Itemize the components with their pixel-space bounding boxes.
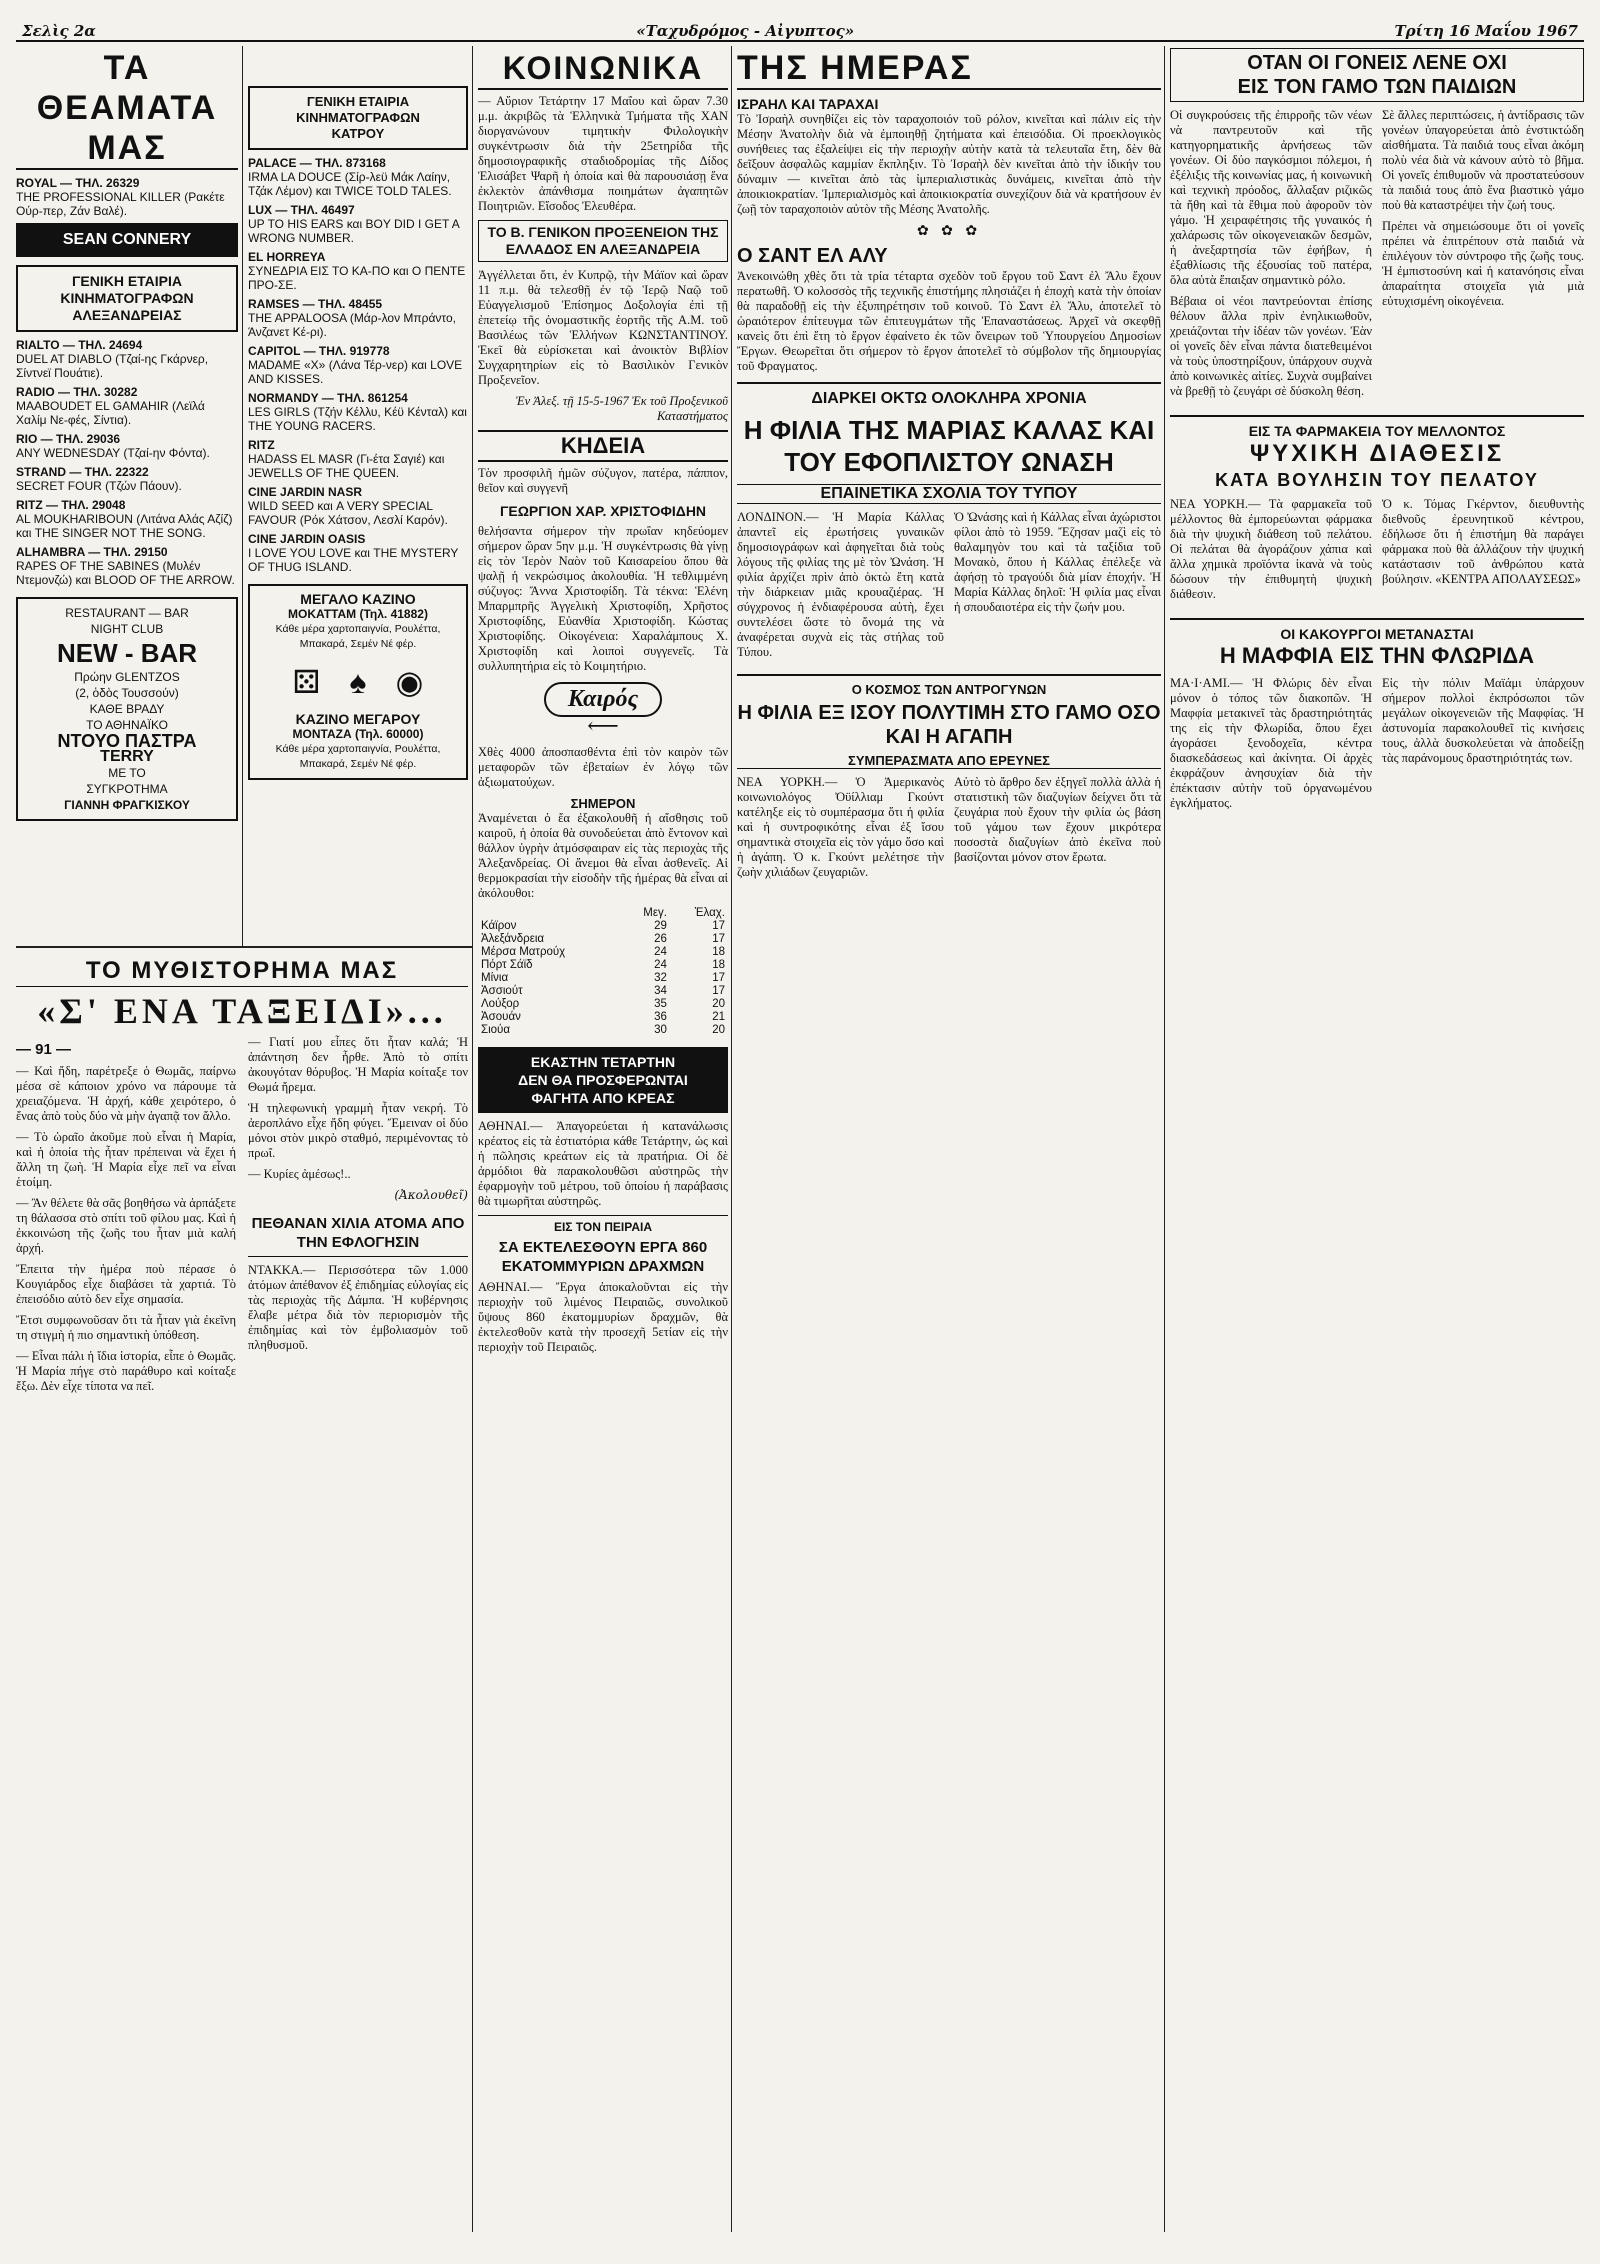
kicker: ΔΙΑΡΚΕΙ ΟΚΤΩ ΟΛΟΚΛΗΡΑ ΧΡΟΝΙΑ — [811, 390, 1087, 407]
venue: CINE JARDIN OASIS — [248, 532, 366, 546]
listing-text: RAPES OF THE SABINES (Μυλέν Ντεμονζώ) και BLOOD OF THE ARROW. — [16, 559, 235, 587]
paragraph: Ὁ κ. Τόμας Γκέρντον, διευθυντὴς διεθνοῦς ἐρευνητικοῦ κέντρου, ἐδήλωσε ὅτι ἡ ἐπιστήμη θὰ παράγει φάρμακα ποὺ θὰ ἀλλάζουν τὴν ψυχική κατάστασιν τοῦ ἀνθρώπου κατὰ βούλησιν. «ΚΕΝΤΡΑ ΑΠΟΛΑΥΣΕΩΣ» — [1382, 497, 1584, 586]
ad-line: (2, ὁδὸς Τουσσούν) — [75, 686, 179, 700]
ad-line: ΓΙΑΝΝΗ ΦΡΑΓΚΙΣΚΟΥ — [64, 798, 190, 812]
ad-line: ΜΟΚΑΤΤΑΜ (Τηλ. 41882) — [288, 607, 428, 621]
kicker: Ο ΚΟΣΜΟΣ ΤΩΝ ΑΝΤΡΟΓΥΝΩΝ — [851, 682, 1047, 697]
section-title: ΤΗΣ ΗΜΕΡΑΣ — [737, 48, 1161, 90]
listing — [16, 338, 238, 380]
column-divider — [731, 46, 732, 2232]
paragraph: — Κυρίες ἀμέσως!.. — [248, 1167, 351, 1181]
article-columns — [1170, 108, 1584, 405]
table-row — [478, 972, 728, 985]
paragraph: Ἀγγέλλεται ὅτι, ἐν Κυπρῷ, τὴν Μάϊον καὶ ὥραν 11 π.μ. θὰ τελεσθῇ ἐν τῷ Ἱερῷ Ναῷ τοῦ Εὐαγγελισμοῦ Ἐπίσημος Δοξολογία ἐπὶ τῇ ἐπετείῳ τῆς ὀνομαστικῆς ἑορτῆς τῆς Α.Μ. τοῦ Βασιλέως τῶν Ἑλλήνων ΚΩΝΣΤΑΝΤΙΝΟΥ. Ἐκεῖ θὰ εὑρίσκεται καὶ ἀνοικτὸν Βιβλίον Συγχαρητηρίων εἰς τὸ Βασιλικὸν Γενικὸν Προξενεῖον. — [478, 268, 728, 387]
table-row — [478, 959, 728, 972]
paragraph: ΝΕΑ ΥΟΡΚΗ.— Ὁ Ἀμερικανὸς κοινωνιολόγος Ὀϋίλλιαμ Γκούντ κατέληξε εἰς τὸ συμπέρασμα ὅτι ἡ φιλία καὶ ἡ συντροφικότης εἶναι ἐξ ἴσου σημαντικὰ στοιχεῖα εἰς τὸν γάμο ὅσο καὶ ἡ ἀγάπη. Ὁ κ. Γκούντ μελέτησε τὴν ζωὴν χιλιάδων ζευγαριῶν. — [737, 775, 944, 879]
min-temp: 17 — [712, 985, 725, 997]
ad-line: TERRY — [100, 748, 154, 765]
venue: RITZ — ΤΗΛ. 29048 — [16, 498, 126, 512]
paragraph: — Ἂν θέλετε θὰ σᾶς βοηθήσω νὰ ἀρπάξετε τη θάλασσα στὸ σπίτι τοῦ φίλου μας. Καὶ ἡ ἐκκοινώση τῆς ζωῆς του ἦταν μιὰ καλή ἀρχή. — [16, 1196, 236, 1255]
paragraph: Οἱ συγκρούσεις τῆς ἐπιρροῆς τῶν νέων νὰ παντρευτοῦν καὶ τῆς κατηγορηματικῆς ἀρνήσεως τῶν γονέων. Οἱ δύο παγκόσμιοι πόλεμοι, ἡ ἐξέλιξις τῆς κοινωνίας μας, ἡ κοινωνικὴ καὶ τεχνικὴ πρόοδος, ἄλλαξαν ριζικῶς τὰ ἤθη καὶ τὰ ἔθιμα ποὺ ἀφοροῦν τὸν γάμο. Ἡ χειραφέτησις τῆς γυναικός ἡ χαλάρωσις τῶν οἰκογενειακῶν δεσμῶν, ἡ ἀνεξαρτησία τῶν ἐφήβων, ἡ ἐξαθλίωσις τῆς ἐξουσίας τοῦ πατέρα, ὅλα αὐτὰ ἔπαιξαν σημαντικὸ ρόλο. — [1170, 108, 1372, 287]
casino-illustration — [278, 660, 438, 704]
box-line: ΓΕΝΙΚΗ ΕΤΑΙΡΙΑ — [306, 94, 410, 109]
paragraph: θελήσαντα σήμερον τὴν πρωΐαν κηδεύομεν σήμερον ὥραν 5ην μ.μ. Ἡ συγκέντρωσις θὰ γίνῃ εἰς τὸν Ἱερὸν Ναὸν τοῦ Καισαρείου ὅπου θὰ ψαλῇ ἡ νεκρώσιμος ἀκολουθία. Ἡ τεθλιμμένη σύζυγος: Ἄννα Χριστοφίδη. Τὰ τέκνα: Ἑλένη Μπαρμπρῆς Ἀγγελικὴ Χριστοφίδη, Χρῆστος Χριστοφίδης, Εὐανθία Χριστοφίδη. Κώστας Χριστοφίδης. Οἰκογένεια: Χαραλάμπους Χ. Χριστοφίδη καὶ λοιποὶ συγγενεῖς. Τὰ συλλυπητήρια εἰς τὸ Κοιμητήριο. — [478, 524, 728, 673]
subheading: ΕΙΣ ΤΟΝ ΠΕΙΡΑΙΑ — [478, 1215, 728, 1234]
novel-col — [248, 1035, 468, 1400]
newspaper-page — [16, 16, 1584, 2232]
listing-text: AL MOUKHARIBOUN (Λιτάνα Αλάς Αζίζ) και THE SINGER NOT THE SONG. — [16, 512, 233, 540]
venue: RAMSES — ΤΗΛ. 48455 — [248, 297, 383, 311]
novel-subtitle: «Σ' ΕΝΑ ΤΑΞΕΙΔΙ»... — [37, 991, 447, 1031]
dice-icon: ⚄ — [292, 663, 321, 700]
max-temp: 30 — [654, 1024, 667, 1036]
film-ad-banner — [16, 223, 238, 257]
city: Ἀσσιούτ — [481, 985, 523, 997]
subheading: ΣΗΜΕΡΟΝ — [570, 796, 636, 811]
city: Μέρσα Ματρούχ — [481, 946, 566, 958]
column-divider — [242, 46, 243, 946]
meat-notice-box — [478, 1047, 728, 1113]
article-columns — [1170, 497, 1584, 608]
box-line: ΦΑΓΗΤΑ ΑΠΟ ΚΡΕΑΣ — [531, 1090, 675, 1106]
paragraph: Χθὲς 4000 ἀποσπασθέντα ἐπὶ τὸν καιρὸν τῶν μεταφορῶν τῶν ἐβεταίων ἐν λόγῳ τῶν ἀξιωματούχων. — [478, 745, 728, 789]
headline: Η ΦΙΛΙΑ ΤΗΣ ΜΑΡΙΑΣ ΚΑΛΑΣ ΚΑΙ ΤΟΥ ΕΦΟΠΛΙΣΤΟΥ ΩΝΑΣΗ — [743, 415, 1155, 477]
headline: ΣΑ ΕΚΤΕΛΕΣΘΟΥΝ ΕΡΓΑ 860 ΕΚΑΤΟΜΜΥΡΙΩΝ ΔΡΑΧΜΩΝ — [498, 1239, 708, 1275]
table-row — [478, 946, 728, 959]
chips-icon: ◉ — [395, 663, 424, 700]
box-line: ΕΚΑΣΤΗΝ ΤΕΤΑΡΤΗΝ — [530, 1054, 676, 1070]
venue: STRAND — ΤΗΛ. 22322 — [16, 465, 149, 479]
ad-line: ΜΟΝΤΑΖΑ (Τηλ. 60000) — [292, 727, 424, 741]
issue-date: Τρίτη 16 Μαΐου 1967 — [1394, 22, 1578, 40]
venue: ALHAMBRA — ΤΗΛ. 29150 — [16, 545, 168, 559]
article-columns — [737, 775, 1161, 886]
min-temp: 17 — [712, 933, 725, 945]
ad-line: RESTAURANT — BAR — [65, 606, 189, 620]
table-row — [478, 985, 728, 998]
article-col — [1170, 108, 1372, 405]
table-row — [478, 1011, 728, 1024]
ad-headline: NEW - BAR — [56, 638, 198, 668]
headline: ΨΥΧΙΚΗ ΔΙΑΘΕΣΙΣ — [1249, 440, 1505, 467]
section-title: ΤΑ ΘΕΑΜΑΤΑ ΜΑΣ — [16, 48, 238, 170]
paragraph: ΑΘΗΝΑΙ.— Ἀπαγορεύεται ἡ κατανάλωσις κρέατος εἰς τὰ ἐστιατόρια κάθε Τετάρτην, ὡς καὶ ἡ πῶλησις κρεάτων εἰς τὰ πρατήρια. Οἱ δὲ ἀρμόδιοι θὰ παρακολουθῶσι αὐστηρῶς τὴν ἐφαρμογὴν τοῦ μέτρου, τοῦ ὁποίου ἡ παράβασις θὰ τιμωρῆται αὐστηρῶς. — [478, 1119, 728, 1208]
paragraph: ΝΕΑ ΥΟΡΚΗ.— Τὰ φαρμακεῖα τοῦ μέλλοντος θὰ ἐμπορεύωνται φάρμακα διὰ τὴν ψυχικὴ διάθεση τοῦ πελάτου. Οἱ πελάται θὰ ἀγοράζουν χάπια καὶ ἄλλα χημικὰ προϊόντα ἱκανὰ νὰ τοὺς δώσουν τὴν ἐπιθυμητὴ ψυχικὴ διάθεσιν. — [1170, 497, 1372, 601]
today-column — [737, 48, 1161, 2232]
callas-article — [737, 382, 1161, 666]
pharmacy-article — [1170, 415, 1584, 608]
temperature-table — [478, 907, 728, 1037]
katrou-box — [248, 86, 468, 150]
ad-line: Κάθε μέρα χαρτοπαιγνία, Ρουλέττα, Μπακαρά, Σεμέν Νέ φέρ. — [275, 743, 441, 770]
table-header: Μεγ. — [643, 907, 667, 919]
max-temp: 34 — [654, 985, 667, 997]
paragraph: — Γιατί μου εἶπες ὅτι ἦταν καλά; Ἡ ἀπάντηση δεν ἦρθε. Ἀπὸ τὸ σπίτι ἀκουγόταν θόρυβος. Ἡ Μαρία κοίταξε τον Θωμά ἤρεμα. — [248, 1035, 468, 1094]
listing-text: ANY WEDNESDAY (Τζαί-ην Φόντα). — [16, 446, 210, 460]
table-header: Ἐλαχ. — [694, 907, 725, 919]
cinema-column-2 — [248, 86, 468, 944]
headline: Ο ΣΑΝΤ ΕΛ ΑΛΥ — [737, 245, 888, 267]
mafia-article — [1170, 618, 1584, 817]
listing — [248, 297, 468, 339]
box-line: ΚΙΝΗΜΑΤΟΓΡΑΦΩΝ — [296, 110, 420, 125]
listing — [248, 438, 468, 480]
city: Λούξορ — [481, 998, 520, 1010]
table-row — [478, 998, 728, 1011]
min-temp: 17 — [712, 972, 725, 984]
max-temp: 35 — [654, 998, 667, 1010]
table-row — [478, 933, 728, 946]
table-row — [478, 920, 728, 933]
venue: RADIO — ΤΗΛ. 30282 — [16, 385, 138, 399]
ad-line: Κάθε μέρα χαρτοπαιγνία, Ρουλέττα, Μπακαρά, Σεμέν Νέ φέρ. — [275, 623, 441, 650]
subheading: ΕΠΑΙΝΕΤΙΚΑ ΣΧΟΛΙΑ ΤΟΥ ΤΥΠΟΥ — [737, 484, 1161, 504]
city: Κάϊρον — [481, 920, 517, 932]
min-temp: 17 — [712, 920, 725, 932]
headline: ΚΑΤΑ ΒΟΥΛΗΣΙΝ ΤΟΥ ΠΕΛΑΤΟΥ — [1215, 470, 1539, 490]
novel-columns — [16, 1035, 468, 1400]
listing — [16, 432, 238, 460]
kicker: ΕΙΣ ΤΑ ΦΑΡΜΑΚΕΙΑ ΤΟΥ ΜΕΛΛΟΝΤΟΣ — [1248, 423, 1506, 439]
paragraph: Πρέπει νὰ σημειώσουμε ὅτι οἱ γονεῖς πρέπει νὰ ἐπιτρέπουν στὰ παιδιά νὰ ἐπιλέγουν τὸν σύντροφο τῆς ζωῆς τους. Ἡ ἐμπιστοσύνη καὶ ἡ κατανόησις εἶναι ἀπαραίτητα στοιχεῖα γιὰ μιὰ εὐτυχισμένη οἰκογένεια. — [1382, 219, 1584, 308]
paragraph: Σὲ ἄλλες περιπτώσεις, ἡ ἀντίδρασις τῶν γονέων ὑπαγορεύεται ἀπὸ ἐνστικτώδη αἰσθήματα. Τὰ παιδιά τους εἶναι ἀκόμη πολὺ νέα διὰ νὰ κάνουν αὐτὸ τὸ βῆμα. Οἱ γονεῖς ἐπιθυμοῦν νὰ προστατεύσουν τὰ παιδιά τους ἀπὸ ἕνα βιαστικὸ γάμο ποὺ θὰ καταστρέψει τὴν ζωή τους. — [1382, 108, 1584, 212]
column-divider — [472, 46, 473, 2232]
listing-text: I LOVE YOU LOVE και THE MYSTERY OF THUG ISLAND. — [248, 546, 459, 574]
max-temp: 24 — [654, 946, 667, 958]
paragraph: Ἔπειτα τὴν ἡμέρα ποὺ πέρασε ὁ Κουγιάρδος εἶχε διαβάσει τὰ χαρτιά. Τὸ ἐπεισόδιο αὐτὸ δεν εἶχε σημασία. — [16, 1262, 236, 1306]
venue: NORMANDY — ΤΗΛ. 861254 — [248, 391, 408, 405]
listing — [248, 250, 468, 292]
listing — [16, 498, 238, 540]
listing — [248, 344, 468, 386]
star-name: SEAN CONNERY — [62, 231, 192, 248]
article-columns — [1170, 676, 1584, 817]
page-label: Σελὶς 2α — [22, 22, 96, 40]
paragraph: ΛΟΝΔΙΝΟΝ.— Ἡ Μαρία Κάλλας ἀπαντεῖ εἰς ἐρωτήσεις γυναικῶν δημοσιογράφων καὶ ἀφηγεῖται διὰ τοὺς λόγους τῆς φιλίας της μὲ τὸν Ὠνάση. Ἡ φιλία ἀρχίζει πρὶν ἀπὸ ὀκτὼ ἔτη κατὰ τὴν διάρκειαν μιᾶς κρουαζιέρας. Ἡ σύγχρονος ἡ ἐνδιαφέρουσα αὐτὴ, ἔχει συντελέσει ὥστε τὸ ὄνομά της νὰ ἀναφέρεται συχνὰ εἰς τὰς στήλας τοῦ Τύπου. — [737, 510, 944, 659]
headline: ΙΣΡΑΗΛ ΚΑΙ ΤΑΡΑΧΑΙ — [737, 96, 879, 112]
listing-text: THE APPALOOSA (Μάρ-λον Μπράντο, Άνζανετ Κέ-ρι). — [248, 311, 457, 339]
section-divider — [16, 946, 472, 948]
ad-line: Πρώην GLENTZOS — [74, 670, 180, 684]
venue: ROYAL — ΤΗΛ. 26329 — [16, 176, 140, 190]
min-temp: 18 — [712, 946, 725, 958]
listing — [16, 545, 238, 587]
city: Μίνια — [481, 972, 509, 984]
paragraph: ΝΤΑΚΚΑ.— Περισσότερα τῶν 1.000 ἀτόμων ἀπέθανον ἐξ ἐπιδημίας εὐλογίας εἰς τὰς περιοχὰς τῆς Δάμπα. Ἡ κυβέρνησις ἔλαβε μέτρα διὰ τὸν περιορισμὸν τῆς ἐπιδημίας καὶ τὸν ἐμβολιασμὸν τοῦ πληθυσμοῦ. — [248, 1263, 468, 1352]
paragraph: Ἀνεκοινώθη χθὲς ὅτι τὰ τρία τέταρτα σχεδὸν τοῦ ἔργου τοῦ Σαντ ἐλ Ἄλυ ἔχουν περατωθῆ. Ὁ κολοσσὸς τῆς τεχνικῆς ἐπιστήμης πλησιάζει ἡ ἐποχὴ κατὰ τὴν ὁποίαν θὰ παραδοθῇ εἰς τὴν ἐξυπηρέτησιν τοῦ κοινοῦ. Τὸ Σαντ ἐλ Ἄλυ, ἀποτελεῖ τὸ ὡραιότερον ἐπίτευγμα τῶν ἐπιτευγμάτων τῆς Ἐπαναστάσεως. Ἀρχεῖ νὰ σκεφθῇ κανεὶς ὅτι ἐπὶ ἔτη τὸ ἔργον ἐφαίνετο ἐκ τῶν ὄνειρων τοῦ Ὑπουργείου Δημοσίων Ἔργων. Θεωρεῖται ὅτι σήμερον τὸ ἔργον ἀποτελεῖ τὸ σύμβολον τῆς δημιουργίας τοῦ Φραγματος. — [737, 269, 1161, 373]
venue: CAPITOL — ΤΗΛ. 919778 — [248, 344, 390, 358]
box-line: ΚΑΤΡΟΥ — [331, 126, 385, 141]
venue: CINE JARDIN NASR — [248, 485, 363, 499]
table-row — [478, 1024, 728, 1037]
headline-line: ΕΙΣ ΤΟΝ ΓΑΜΟ ΤΩΝ ΠΑΙΔΙΩΝ — [1237, 76, 1517, 98]
headline: Η ΜΑΦΦΙΑ ΕΙΣ ΤΗΝ ΦΛΩΡΙΔΑ — [1219, 643, 1535, 668]
section-title: ΤΟ ΜΥΘΙΣΤΟΡΗΜΑ ΜΑΣ — [16, 956, 468, 987]
novel-col — [16, 1035, 236, 1400]
paragraph: — Καὶ ἤδη, παρέτρεξε ὁ Θωμᾶς, παίρνω μέσα σὲ κάποιον χρόνο να πάρουμε τὰ χρειαζόμενα. Ἡ ἀρχή, κάθε χειρότερο, ὁ ἔνας ἀπὸ τοὺς δύο νὰ μὴν ἀγαπᾷ τον ἄλλο. — [16, 1064, 236, 1123]
signature: Ἐν Ἀλεξ. τῇ 15-5-1967 Ἐκ τοῦ Προξενικοῦ Καταστήματος — [515, 394, 728, 423]
paragraph: Αὐτὸ τὸ ἄρθρο δεν ἐξηγεῖ πολλὰ ἀλλὰ ἡ στατιστικὴ τῶν διαζυγίων δείχνει ὅτι τὰ ζευγάρια ποὺ ἔχουν τὴν φιλία ὡς βάση τοῦ γάμου των ἔχουν μικρότερα ποσοστὰ διαζυγίων ἀπὸ ἐκεῖνα ποὺ βασίζονται μόνον στον ἔρωτα. — [954, 775, 1161, 864]
listing-text: MAABOUDET EL GAMAHIR (Λεϊλά Χαλίμ Νε-φές, Σίντια). — [16, 399, 205, 427]
paragraph: — Αὔριον Τετάρτην 17 Μαΐου καὶ ὥραν 7.30 μ.μ. ἀκριβῶς τὰ Ἑλληνικὰ Τμήματα τῆς ΧΑΝ διοργανώνουν τιμητικὴν Φιλολογικὴν συγκέντρωσιν διὰ τὴν 25ετηρίδα τῆς δημοσιογραφικῆς σταδιοδρομίας τῆς Δίδος Ἐλισάβετ Ψαρῆ ἡ ὁποία καὶ θὰ παρουσιάσῃ ἕνα ἐκλεκτὸν ἀπάνθισμα ποιημάτων ἀγαπητῶν Ποιητριῶν. Εἴσοδος Ἐλευθέρα. — [478, 94, 728, 213]
listing-text: IRMA LA DOUCE (Σίρ-λεϋ Μάκ Λαίην, Τζάκ Λέμον) και TWICE TOLD TALES. — [248, 170, 452, 198]
kicker: ΟΙ ΚΑΚΟΥΡΓΟΙ ΜΕΤΑΝΑΣΤΑΙ — [1280, 626, 1474, 642]
max-temp: 24 — [654, 959, 667, 971]
newbar-ad — [16, 597, 238, 821]
headline: ΤΟ Β. ΓΕΝΙΚΟΝ ΠΡΟΞΕΝΕΙΟΝ ΤΗΣ ΕΛΛΑΔΟΣ ΕΝ ΑΛΕΞΑΝΔΡΕΙΑ — [478, 220, 728, 262]
ad-line: NIGHT CLUB — [90, 622, 164, 636]
friendship-article — [737, 674, 1161, 886]
listing-text: SECRET FOUR (Τζών Πάουν). — [16, 479, 182, 493]
arrow-icon: ⟵ — [587, 714, 619, 739]
listing-text: DUEL AT DIABLO (Τζαί-ης Γκάρνερ, Σίντνεϊ Πουάτιε). — [16, 352, 209, 380]
box-line: ΚΙΝΗΜΑΤΟΓΡΑΦΩΝ — [60, 290, 194, 306]
listing — [16, 176, 238, 218]
playing-card-icon: ♠ — [349, 663, 367, 700]
listing — [248, 532, 468, 574]
max-temp: 29 — [654, 920, 667, 932]
min-temp: 20 — [712, 998, 725, 1010]
max-temp: 26 — [654, 933, 667, 945]
right-column — [1170, 48, 1584, 2232]
paragraph: ΑΘΗΝΑΙ.— Ἔργα ἀποκαλοῦνται εἰς τὴν περιοχὴν τοῦ λιμένος Πειραιῶς, συνολικοῦ ὕψους 860 ἑκατομμυρίων δραχμῶν, θὰ ἐκτελεσθοῦν κατὰ τὴν προσεχῆ 5ετίαν εἰς τὴν περιοχὴν τοῦ Πειραιῶς. — [478, 1280, 728, 1354]
min-temp: 20 — [712, 1024, 725, 1036]
listing — [248, 156, 468, 198]
listing-text: THE PROFESSIONAL KILLER (Ρακέτε Ούρ-περ, Ζάν Βαλέ). — [16, 190, 225, 218]
listing-text: UP TO HIS EARS και BOY DID I GET A WRONG NUMBER. — [248, 217, 460, 245]
table-header — [478, 907, 622, 920]
table-header-row — [478, 907, 728, 920]
box-line: ΔΕΝ ΘΑ ΠΡΟΣΦΕΡΩΝΤΑΙ — [518, 1072, 688, 1088]
cinema-column — [16, 48, 238, 944]
paragraph: Τὸν προσφιλῆ ἡμῶν σύζυγον, πατέρα, πάππον, θεῖον καὶ συγγενῆ — [478, 466, 728, 495]
column-divider — [1164, 46, 1165, 2232]
listing — [248, 203, 468, 245]
max-temp: 36 — [654, 1011, 667, 1023]
headline-line: ΟΤΑΝ ΟΙ ΓΟΝΕΙΣ ΛΕΝΕ ΟΧΙ — [1247, 52, 1507, 74]
venue: EL HORREYA — [248, 250, 326, 264]
ad-headline: ΝΤΟΥΟ ΠΑΣΤΡΑ — [57, 731, 197, 751]
venue: RIALTO — ΤΗΛ. 24694 — [16, 338, 143, 352]
paper-name: «Ταχυδρόμος - Αἰγυπτος» — [636, 22, 855, 40]
deceased-name: ΓΕΩΡΓΙΟΝ ΧΑΡ. ΧΡΙΣΤΟΦΙΔΗΝ — [499, 503, 707, 519]
paragraph: Τὸ Ἰσραὴλ συνηθίζει εἰς τὸν ταραχοποιόν τοῦ ρόλον, κινεῖται καὶ πάλιν εἰς τὴν Μέσην Ἀνατολὴν διὰ νὰ ἐμποιηθῇ ζητήματα καὶ ἐπεισόδια. Οἱ προεκλογικὸς συνήθειες τας ἐξαλείψει εἰς τὴν περιοχὴν αὐτὴν κατὰ τὰ τελευταῖα ἔτη, δὲν θὰ δεῖξουν ἀσφαλῶς καμμίαν ἔκπληξιν. Τὸ Ἰσραὴλ δὲν κινεῖται ἀπὸ τὴν ἰδικήν του δύναμιν — κινεῖται ἀπὸ τὰς ἰμπεριαλιστικὰς δυνάμεις, κινεῖται ἀπὸ τὴν ἀποικιοκρατίαν. Ἰμπεριαλισμὸς καὶ ἀποικιοκρατία συνεχίζουν διὰ νὰ κρατήσουν ἐν ζωῇ τὸν ταραχοποιὸν αὐτὸν τῆς Μέσης Ἀνατολῆς. — [737, 112, 1161, 216]
city: Σιούα — [481, 1024, 510, 1036]
section-title: ΚΟΙΝΩΝΙΚΑ — [478, 48, 728, 90]
ad-headline: ΜΕΓΑΛΟ ΚΑΖΙΝΟ — [300, 591, 416, 607]
paragraph: Ὁ Ὠνάσης καὶ ἡ Κάλλας εἶναι ἀχώριστοι φίλοι ἀπὸ τὸ 1959. Ἔζησαν μαζὶ εἰς τὸ θαλαμηγὸν του καὶ τὰ ταξίδια τοῦ Μονακὸ, ὅπου ἡ Κάλλας ἐπέλεξε νὰ ἀφήσῃ τὸ τραγούδι διὰ μίαν ἐποχήν. Ἡ Μαρία Κάλλας δηλοῖ: Ἡ φιλία μας εἶναι ἡ σπουδαιοτέρα εἰς τὴν ζωήν μου. — [954, 510, 1161, 614]
ad-headline: ΚΑΖΙΝΟ ΜΕΓΑΡΟΥ — [295, 711, 421, 727]
listing-text: LES GIRLS (Τζήν Κέλλυ, Κέϋ Κένταλ) και THE YOUNG RACERS. — [248, 405, 467, 433]
ad-line: ΤΟ ΑΘΗΝΑΪΚΟ — [86, 718, 168, 732]
subheading: ΣΥΜΠΕΡΑΣΜΑΤΑ ΑΠΟ ΕΡΕΥΝΕΣ — [737, 753, 1161, 769]
ad-line: ΚΑΘΕ ΒΡΑΔΥ — [89, 702, 165, 716]
venue: LUX — ΤΗΛ. 46497 — [248, 203, 355, 217]
weather-heading — [478, 682, 728, 737]
masthead — [16, 16, 1584, 42]
headline — [1170, 48, 1584, 102]
ornament: ✿ ✿ ✿ — [916, 223, 982, 239]
city: Ἀλεξάνδρεια — [481, 933, 545, 945]
venue: PALACE — ΤΗΛ. 873168 — [248, 156, 386, 170]
max-temp: 32 — [654, 972, 667, 984]
novel-section — [16, 956, 468, 2232]
listing-text: ΣΥΝΕΔΡΙΑ ΕΙΣ ΤΟ ΚΑ-ΠΟ και Ο ΠΕΝΤΕ ΠΡΟ-ΣΕ. — [248, 264, 466, 292]
social-column — [478, 48, 728, 2232]
paragraph: — Τὸ ὡραῖο ἀκοῦμε ποὺ εἶναι ἡ Μαρία, καὶ ἡ ὁποία τὴς ἦταν πρέπειναι νὰ ἔχει ἡ ἄλλη τη ζωὴ. Ἡ Μαρία εἶχε πεῖ να εἶναι ἑτοίμη. — [16, 1130, 236, 1189]
listing-text: MADAME «X» (Λάνα Τέρ-νερ) και LOVE AND KISSES. — [248, 358, 463, 386]
chapter-number: — 91 — — [16, 1041, 72, 1058]
paragraph: ΜΑ·Ι·ΑΜΙ.— Ἡ Φλώρις δὲν εἶναι μόνον ὁ τόπος τῶν διακοπῶν. Ἡ Μαφφία μετακινεῖ τὰς δραστηριότητάς της εἰς τὴν Φλωρίδα, ὅπου ἔχει ἀγοράσει ξενοδοχεῖα, κέντρα διασκεδάσεως καὶ ἀκίνητα. Οἱ ἀρχὲς ἐκφράζουν ἀνησυχίαν διὰ τὴν ἐπέκτασιν αὐτὴν τοῦ ὀργανωμένου ἐγκλήματος. — [1170, 676, 1372, 810]
listing — [248, 391, 468, 433]
headline: ΚΗΔΕΙΑ — [478, 430, 728, 462]
box-line: ΑΛΕΞΑΝΔΡΕΙΑΣ — [72, 307, 182, 323]
city: Πόρτ Σάϊδ — [481, 959, 533, 971]
paragraph: Εἰς τὴν πόλιν Μαϊάμι ὑπάρχουν σήμερον πολλοὶ ἐκπρόσωποι τῶν μεγάλων οἰκογενειῶν τῆς Μαφφίας. Ἡ ἀστυνομία παρακολουθεῖ τὶς κινήσεις τους, ἀλλὰ δυσκολεύεται νὰ ἀποδείξῃ τὰς παράνομους δραστηριότητάς των. — [1382, 676, 1584, 765]
listing — [248, 485, 468, 527]
continued-note: (Ἀκολουθεῖ) — [394, 1188, 468, 1202]
paragraph: — Εἶναι πάλι ἡ ἴδια ἱστορία, εἶπε ὁ Θωμᾶς. Ἡ Μαρία πήγε στὸ παράθυρο καὶ κοίταξε ἔξω. Δὲν εἶχε τίποτα να πεῖ. — [16, 1349, 236, 1393]
ad-line: ΣΥΓΚΡΟΤΗΜΑ — [86, 782, 168, 796]
listing — [16, 465, 238, 493]
min-temp: 18 — [712, 959, 725, 971]
listing-text: WILD SEED και A VERY SPECIAL FAVOUR (Ρόκ Χάτσον, Λεσλί Καρόν). — [248, 499, 448, 527]
article-columns — [737, 510, 1161, 666]
box-line: ΓΕΝΙΚΗ ΕΤΑΙΡΙΑ — [71, 273, 183, 289]
city: Ἀσουάν — [481, 1011, 521, 1023]
cinema-company-box — [16, 265, 238, 332]
paragraph: Ἡ τηλεφωνικὴ γραμμὴ ἦταν νεκρή. Τὸ ἀεροπλάνο εἶχε ἤδη φύγει. Ἔμειναν οἱ δύο μόνοι στὸν μικρὸ σταθμό, περιμένοντας τὸ πρωΐ. — [248, 1101, 468, 1160]
venue: RIO — ΤΗΛ. 29036 — [16, 432, 121, 446]
paragraph: Ἔτσι συμφωνοῦσαν ὅτι τὰ ἦταν γιὰ ἐκεῖνη τη στιγμὴ ἡ πιο σημαντικὴ ὑπόθεση. — [16, 1313, 236, 1342]
headline: ΠΕΘΑΝΑΝ ΧΙΛΙΑ ΑΤΟΜΑ ΑΠΟ ΤΗΝ ΕΦΛΟΓΗΣΙΝ — [248, 1214, 468, 1257]
article-col — [1382, 108, 1584, 405]
venue: RITZ — [248, 438, 275, 452]
ad-line: ΜΕ ΤΟ — [108, 766, 146, 780]
min-temp: 21 — [712, 1011, 725, 1023]
headline: Η ΦΙΛΙΑ ΕΞ ΙΣΟΥ ΠΟΛΥΤΙΜΗ ΣΤΟ ΓΑΜΟ ΟΣΟ ΚΑΙ Η ΑΓΑΠΗ — [737, 702, 1161, 748]
paragraph: Ἀναμένεται ὁ ἔα ἐξακολουθῆ ἡ αἴσθησις τοῦ καιροῦ, ἡ ὁποία θὰ συνοδεύεται ἀπὸ ἔντονον καὶ θάλλον ὑγρὴν ἀτμόσφαιραν εἰς τὰς περιοχὰς τῆς Ἀλεξανδρείας. Οἱ ἄνεμοι θὰ εἶναι ἀσθενεῖς. Αἱ θερμοκρασίαι τὴν εἰσοδὴν τῆς ἡμέρας θὰ εἶναι αἱ ἀκόλουθοι: — [478, 811, 728, 900]
weather-label: Καιρός — [544, 682, 662, 717]
casino-ad — [248, 584, 468, 780]
listing — [16, 385, 238, 427]
listing-text: HADASS EL MASR (Γι-έτα Σαγιέ) και JEWELLS OF THE QUEEN. — [248, 452, 445, 480]
paragraph: Βέβαια οἱ νέοι παντρεύονται ἐπίσης θέλουν ἄλλα πρὶν ἐνηλικιωθοῦν, χρειάζονται τὴν ἰδέαν τῶν γονέων. Ἐὰν οἱ γονεῖς δὲν εἶναι πάντα διατεθειμένοι νὰ τοὺς ὑποστηρίξουν, ὑπάρχουν συχνὰ ἀπὸ κοινωνικὲς αἰτίες. Συχνὰ συμβαίνει νὰ βρεθῇ τὸ ζευγάρι σὲ δύσκολη θέση. — [1170, 294, 1372, 398]
